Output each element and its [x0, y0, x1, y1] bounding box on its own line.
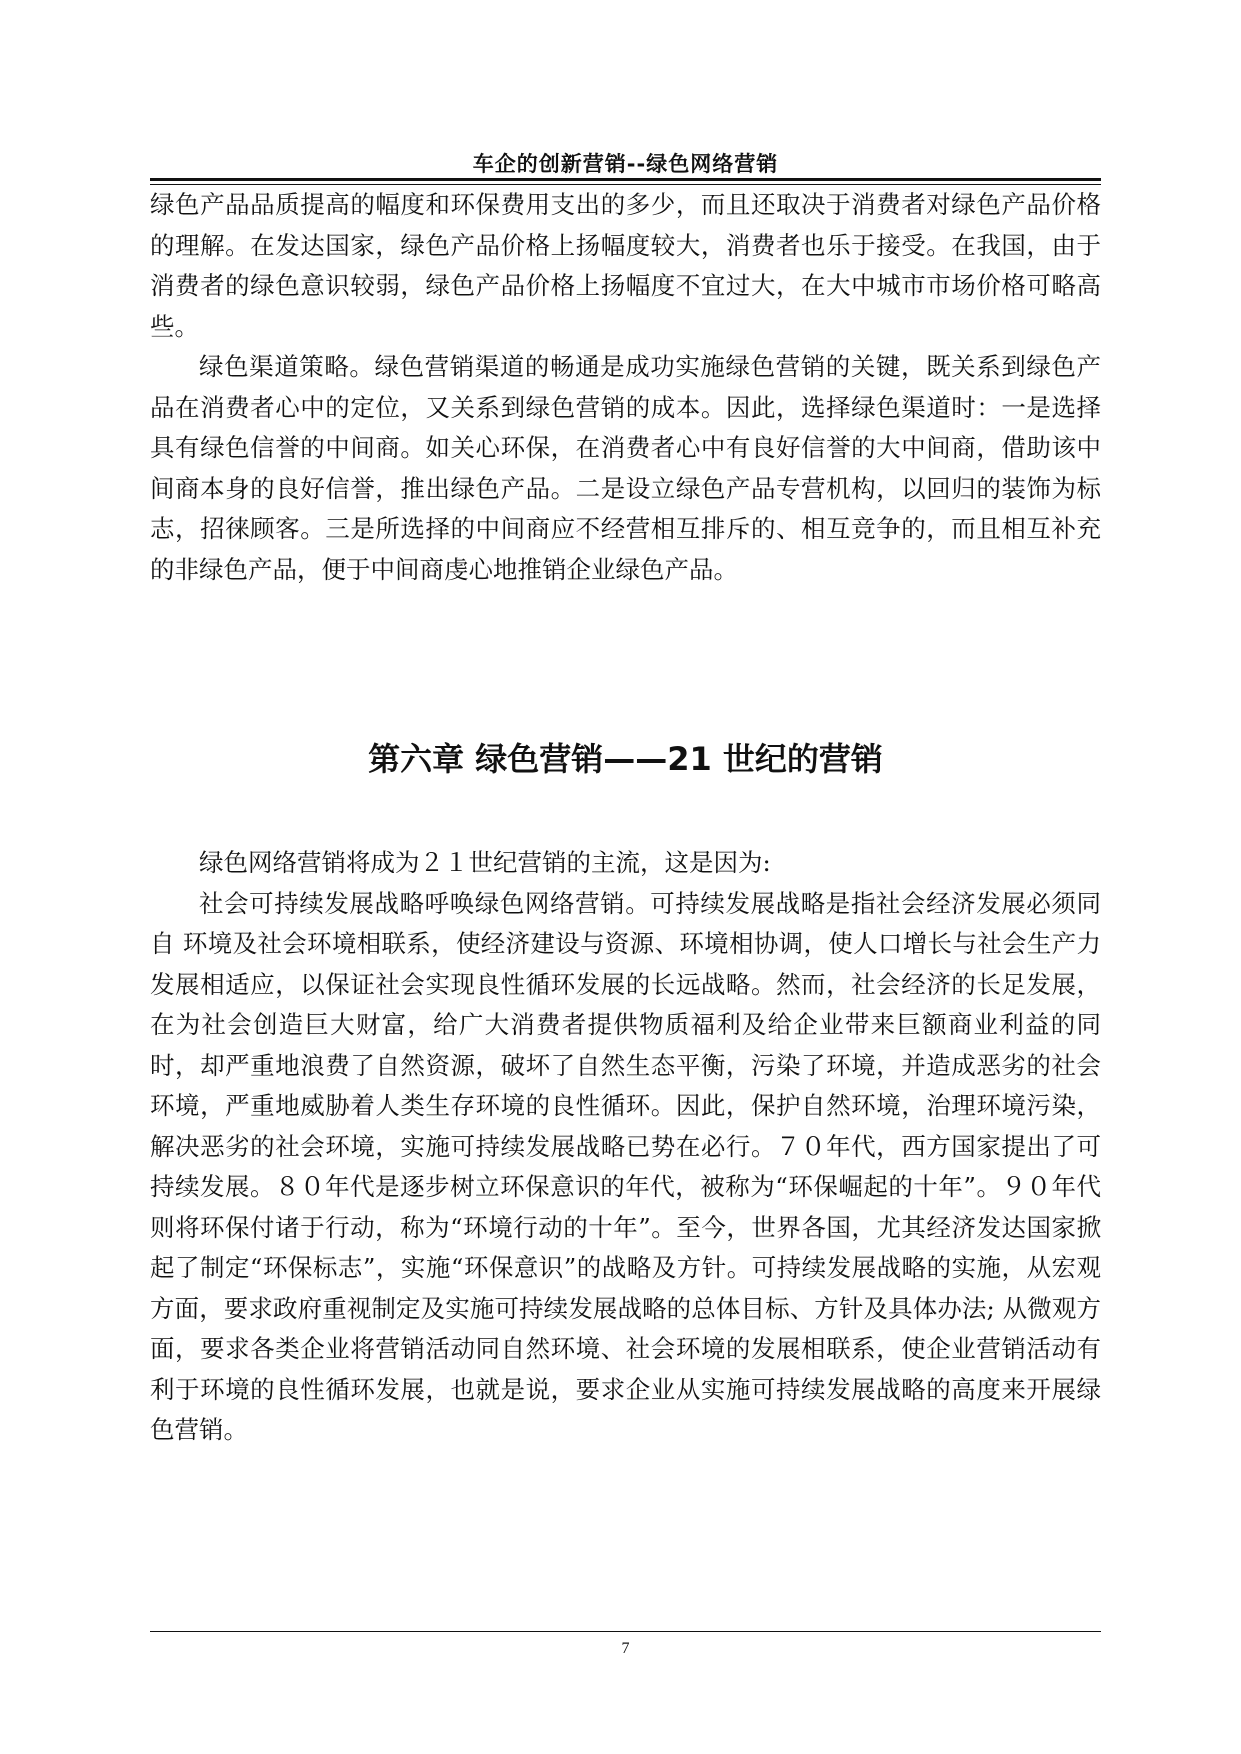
- paragraph-green-channel: 绿色渠道策略。绿色营销渠道的畅通是成功实施绿色营销的关键，既关系到绿色产品在消费者心中的定位，又关系到绿色营销的成本。因此，选择绿色渠道时：一是选择具有绿色信誉的中间商。如关心环保，在消费者心中有良好信誉的大中间商，借助该中间商本身的良好信誉，推出绿色产品。二是设立绿色产品专营机构，以回归的装饰为标志，招徕顾客。三是所选择的中间商应不经营相互排斥的、相互竞争的，而且相互补充的非绿色产品，便于中间商虔心地推销企业绿色产品。: [150, 352, 1101, 584]
- footer-rule: [150, 1631, 1101, 1632]
- paragraph-green-pricing: 绿色产品品质提高的幅度和环保费用支出的多少，而且还取决于消费者对绿色产品价格的理解。在发达国家，绿色产品价格上扬幅度较大，消费者也乐于接受。在我国，由于消费者的绿色意识较弱，绿色产品价格上扬幅度不宜过大，在大中城市市场价格可略高些。: [150, 190, 1101, 341]
- paragraph-intro: 绿色网络营销将成为２１世纪营销的主流，这是因为:: [199, 848, 771, 877]
- paragraph-sustainable-development: 社会可持续发展战略呼唤绿色网络营销。可持续发展战略是指社会经济发展必须同自 环境及社会环境相联系，使经济建设与资源、环境相协调，使人口增长与社会生产力发展相适应，以保证社会实现良性循环发展的长远战略。然而，社会经济的长足发展，在为社会创造巨大财富，给广大消费者提供物质福利及给企业带来巨额商业利益的同时，却严重地浪费了自然资源，破坏了自然生态平衡，污染了环境，并造成恶劣的社会环境，严重地威胁着人类生存环境的良性循环。因此，保护自然环境，治理环境污染，解决恶劣的社会环境，实施可持续发展战略已势在必行。７０年代，西方国家提出了可持续发展。８０年代是逐步树立环保意识的年代，被称为“环保崛起的十年”。９０年代则将环保付诸于行动，称为“环境行动的十年”。至今，世界各国，尤其经济发达国家掀起了制定“环保标志”，实施“环保意识”的战略及方针。可持续发展战略的实施，从宏观方面，要求政府重视制定及实施可持续发展战略的总体目标、方针及具体办法; 从微观方面，要求各类企业将营销活动同自然环境、社会环境的发展相联系，使企业营销活动有利于环境的良性循环发展，也就是说，要求企业从实施可持续发展战略的高度来开展绿色营销。: [150, 888, 1101, 1444]
- page-number: 7: [621, 1640, 630, 1657]
- section-pricing-channel: [150, 185, 1101, 590]
- chapter-title: 第六章 绿色营销——21 世纪的营销: [368, 740, 883, 778]
- header-rule-thick: [150, 178, 1101, 181]
- running-header: 车企的创新营销--绿色网络营销: [472, 152, 779, 176]
- section-chapter-six-body: [150, 843, 1101, 1451]
